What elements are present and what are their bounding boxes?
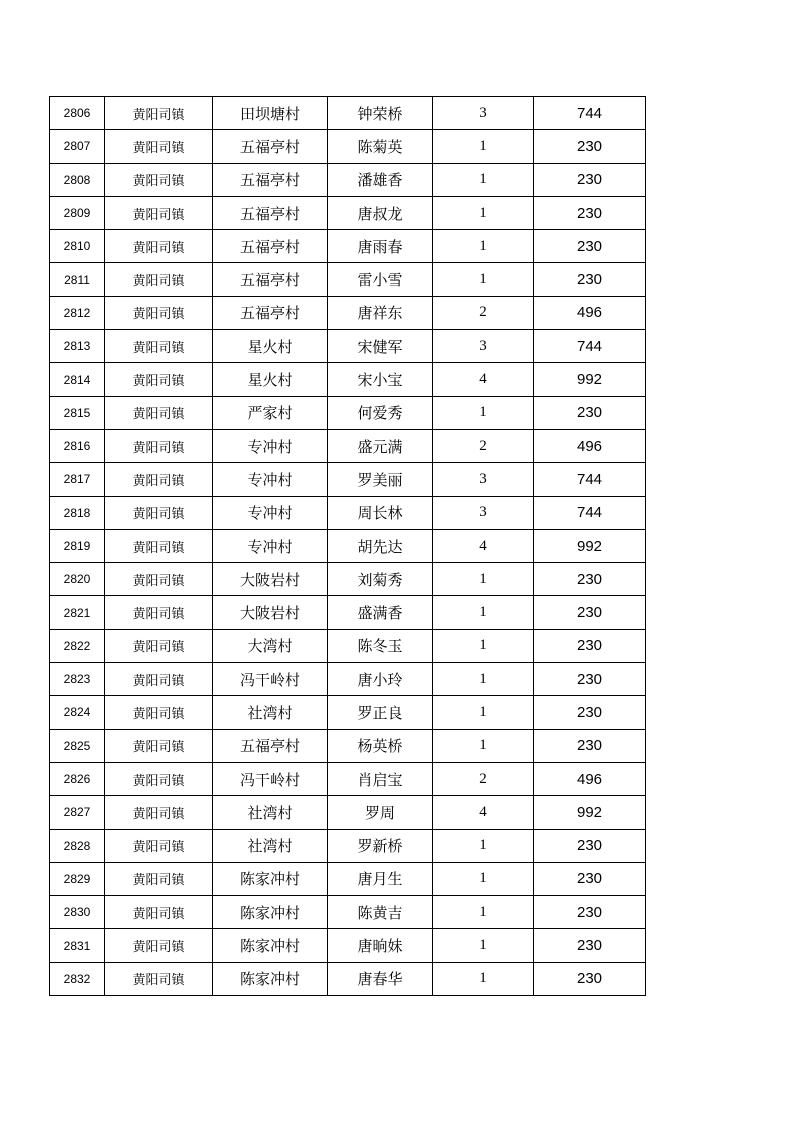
amount-cell: 992: [534, 529, 646, 562]
town-cell: 黄阳司镇: [105, 196, 213, 229]
amount-cell: 230: [534, 862, 646, 895]
row-number-cell: 2815: [50, 396, 105, 429]
table-row: [50, 729, 646, 762]
table-row: [50, 396, 646, 429]
count-cell: 1: [433, 696, 534, 729]
row-number-cell: 2828: [50, 829, 105, 862]
name-cell: 唐雨春: [328, 230, 433, 263]
count-cell: 1: [433, 596, 534, 629]
count-cell: 2: [433, 429, 534, 462]
count-cell: 1: [433, 829, 534, 862]
town-cell: 黄阳司镇: [105, 829, 213, 862]
name-cell: 罗新桥: [328, 829, 433, 862]
name-cell: 唐春华: [328, 962, 433, 995]
name-cell: 钟荣桥: [328, 97, 433, 130]
name-cell: 唐叔龙: [328, 196, 433, 229]
row-number-cell: 2830: [50, 896, 105, 929]
table-row: [50, 330, 646, 363]
name-cell: 宋小宝: [328, 363, 433, 396]
count-cell: 1: [433, 929, 534, 962]
count-cell: 3: [433, 97, 534, 130]
name-cell: 唐晌妹: [328, 929, 433, 962]
amount-cell: 230: [534, 696, 646, 729]
row-number-cell: 2827: [50, 796, 105, 829]
table-row: [50, 962, 646, 995]
table-row: [50, 130, 646, 163]
town-cell: 黄阳司镇: [105, 163, 213, 196]
count-cell: 1: [433, 196, 534, 229]
count-cell: 3: [433, 496, 534, 529]
village-cell: 专冲村: [213, 496, 328, 529]
count-cell: 1: [433, 729, 534, 762]
name-cell: 唐祥东: [328, 296, 433, 329]
town-cell: 黄阳司镇: [105, 263, 213, 296]
town-cell: 黄阳司镇: [105, 97, 213, 130]
table-row: [50, 762, 646, 795]
table-row: [50, 296, 646, 329]
table-row: [50, 563, 646, 596]
amount-cell: 744: [534, 463, 646, 496]
table-row: [50, 230, 646, 263]
name-cell: 宋健军: [328, 330, 433, 363]
name-cell: 雷小雪: [328, 263, 433, 296]
name-cell: 陈黄吉: [328, 896, 433, 929]
row-number-cell: 2812: [50, 296, 105, 329]
table-row: [50, 596, 646, 629]
village-cell: 大陂岩村: [213, 596, 328, 629]
row-number-cell: 2818: [50, 496, 105, 529]
count-cell: 2: [433, 762, 534, 795]
count-cell: 1: [433, 896, 534, 929]
amount-cell: 230: [534, 896, 646, 929]
count-cell: 1: [433, 163, 534, 196]
row-number-cell: 2822: [50, 629, 105, 662]
village-cell: 陈家冲村: [213, 896, 328, 929]
town-cell: 黄阳司镇: [105, 929, 213, 962]
village-cell: 专冲村: [213, 529, 328, 562]
village-cell: 专冲村: [213, 429, 328, 462]
table-row: [50, 629, 646, 662]
table-row: [50, 463, 646, 496]
name-cell: 何爱秀: [328, 396, 433, 429]
row-number-cell: 2816: [50, 429, 105, 462]
name-cell: 唐月生: [328, 862, 433, 895]
town-cell: 黄阳司镇: [105, 296, 213, 329]
town-cell: 黄阳司镇: [105, 496, 213, 529]
row-number-cell: 2821: [50, 596, 105, 629]
amount-cell: 496: [534, 296, 646, 329]
row-number-cell: 2829: [50, 862, 105, 895]
town-cell: 黄阳司镇: [105, 563, 213, 596]
amount-cell: 230: [534, 596, 646, 629]
village-cell: 星火村: [213, 330, 328, 363]
village-cell: 冯干岭村: [213, 663, 328, 696]
row-number-cell: 2823: [50, 663, 105, 696]
count-cell: 1: [433, 396, 534, 429]
row-number-cell: 2811: [50, 263, 105, 296]
count-cell: 2: [433, 296, 534, 329]
village-cell: 田坝塘村: [213, 97, 328, 130]
amount-cell: 230: [534, 563, 646, 596]
amount-cell: 230: [534, 663, 646, 696]
village-cell: 五福亭村: [213, 196, 328, 229]
amount-cell: 744: [534, 97, 646, 130]
row-number-cell: 2808: [50, 163, 105, 196]
town-cell: 黄阳司镇: [105, 363, 213, 396]
town-cell: 黄阳司镇: [105, 762, 213, 795]
name-cell: 陈冬玉: [328, 629, 433, 662]
name-cell: 周长林: [328, 496, 433, 529]
amount-cell: 230: [534, 629, 646, 662]
name-cell: 罗周: [328, 796, 433, 829]
village-cell: 专冲村: [213, 463, 328, 496]
village-cell: 严家村: [213, 396, 328, 429]
table-row: [50, 896, 646, 929]
table-body: [50, 97, 646, 996]
name-cell: 罗正良: [328, 696, 433, 729]
count-cell: 1: [433, 130, 534, 163]
row-number-cell: 2807: [50, 130, 105, 163]
village-cell: 大湾村: [213, 629, 328, 662]
village-cell: 五福亭村: [213, 130, 328, 163]
count-cell: 1: [433, 862, 534, 895]
row-number-cell: 2806: [50, 97, 105, 130]
name-cell: 肖启宝: [328, 762, 433, 795]
row-number-cell: 2813: [50, 330, 105, 363]
amount-cell: 230: [534, 396, 646, 429]
count-cell: 3: [433, 330, 534, 363]
town-cell: 黄阳司镇: [105, 729, 213, 762]
village-cell: 大陂岩村: [213, 563, 328, 596]
amount-cell: 496: [534, 762, 646, 795]
table-row: [50, 263, 646, 296]
town-cell: 黄阳司镇: [105, 596, 213, 629]
count-cell: 1: [433, 263, 534, 296]
count-cell: 1: [433, 563, 534, 596]
name-cell: 潘雄香: [328, 163, 433, 196]
count-cell: 4: [433, 529, 534, 562]
count-cell: 1: [433, 230, 534, 263]
row-number-cell: 2810: [50, 230, 105, 263]
name-cell: 盛满香: [328, 596, 433, 629]
town-cell: 黄阳司镇: [105, 663, 213, 696]
town-cell: 黄阳司镇: [105, 130, 213, 163]
count-cell: 1: [433, 629, 534, 662]
count-cell: 3: [433, 463, 534, 496]
table-row: [50, 696, 646, 729]
village-cell: 五福亭村: [213, 230, 328, 263]
town-cell: 黄阳司镇: [105, 396, 213, 429]
town-cell: 黄阳司镇: [105, 463, 213, 496]
table-row: [50, 429, 646, 462]
amount-cell: 992: [534, 796, 646, 829]
name-cell: 盛元满: [328, 429, 433, 462]
village-cell: 五福亭村: [213, 296, 328, 329]
village-cell: 五福亭村: [213, 263, 328, 296]
town-cell: 黄阳司镇: [105, 896, 213, 929]
name-cell: 胡先达: [328, 529, 433, 562]
village-cell: 陈家冲村: [213, 962, 328, 995]
row-number-cell: 2831: [50, 929, 105, 962]
town-cell: 黄阳司镇: [105, 962, 213, 995]
table-row: [50, 363, 646, 396]
table-row: [50, 829, 646, 862]
village-cell: 社湾村: [213, 829, 328, 862]
count-cell: 4: [433, 796, 534, 829]
town-cell: 黄阳司镇: [105, 330, 213, 363]
amount-cell: 230: [534, 130, 646, 163]
town-cell: 黄阳司镇: [105, 429, 213, 462]
name-cell: 刘菊秀: [328, 563, 433, 596]
count-cell: 4: [433, 363, 534, 396]
row-number-cell: 2809: [50, 196, 105, 229]
amount-cell: 744: [534, 496, 646, 529]
table-row: [50, 929, 646, 962]
row-number-cell: 2824: [50, 696, 105, 729]
village-cell: 五福亭村: [213, 163, 328, 196]
amount-cell: 230: [534, 230, 646, 263]
name-cell: 罗美丽: [328, 463, 433, 496]
row-number-cell: 2820: [50, 563, 105, 596]
count-cell: 1: [433, 663, 534, 696]
village-cell: 星火村: [213, 363, 328, 396]
table-row: [50, 529, 646, 562]
table-row: [50, 862, 646, 895]
table-row: [50, 796, 646, 829]
count-cell: 1: [433, 962, 534, 995]
row-number-cell: 2819: [50, 529, 105, 562]
village-cell: 五福亭村: [213, 729, 328, 762]
village-cell: 陈家冲村: [213, 929, 328, 962]
amount-cell: 744: [534, 330, 646, 363]
row-number-cell: 2817: [50, 463, 105, 496]
amount-cell: 992: [534, 363, 646, 396]
row-number-cell: 2825: [50, 729, 105, 762]
town-cell: 黄阳司镇: [105, 529, 213, 562]
name-cell: 陈菊英: [328, 130, 433, 163]
amount-cell: 230: [534, 729, 646, 762]
village-cell: 社湾村: [213, 796, 328, 829]
amount-cell: 230: [534, 163, 646, 196]
village-cell: 冯干岭村: [213, 762, 328, 795]
village-cell: 社湾村: [213, 696, 328, 729]
table-row: [50, 97, 646, 130]
town-cell: 黄阳司镇: [105, 230, 213, 263]
row-number-cell: 2814: [50, 363, 105, 396]
town-cell: 黄阳司镇: [105, 696, 213, 729]
row-number-cell: 2826: [50, 762, 105, 795]
table-row: [50, 496, 646, 529]
amount-cell: 496: [534, 429, 646, 462]
town-cell: 黄阳司镇: [105, 629, 213, 662]
name-cell: 杨英桥: [328, 729, 433, 762]
town-cell: 黄阳司镇: [105, 796, 213, 829]
town-cell: 黄阳司镇: [105, 862, 213, 895]
data-table: [49, 96, 646, 996]
amount-cell: 230: [534, 929, 646, 962]
name-cell: 唐小玲: [328, 663, 433, 696]
row-number-cell: 2832: [50, 962, 105, 995]
amount-cell: 230: [534, 829, 646, 862]
amount-cell: 230: [534, 962, 646, 995]
table-row: [50, 663, 646, 696]
amount-cell: 230: [534, 196, 646, 229]
amount-cell: 230: [534, 263, 646, 296]
village-cell: 陈家冲村: [213, 862, 328, 895]
table-row: [50, 163, 646, 196]
table-row: [50, 196, 646, 229]
